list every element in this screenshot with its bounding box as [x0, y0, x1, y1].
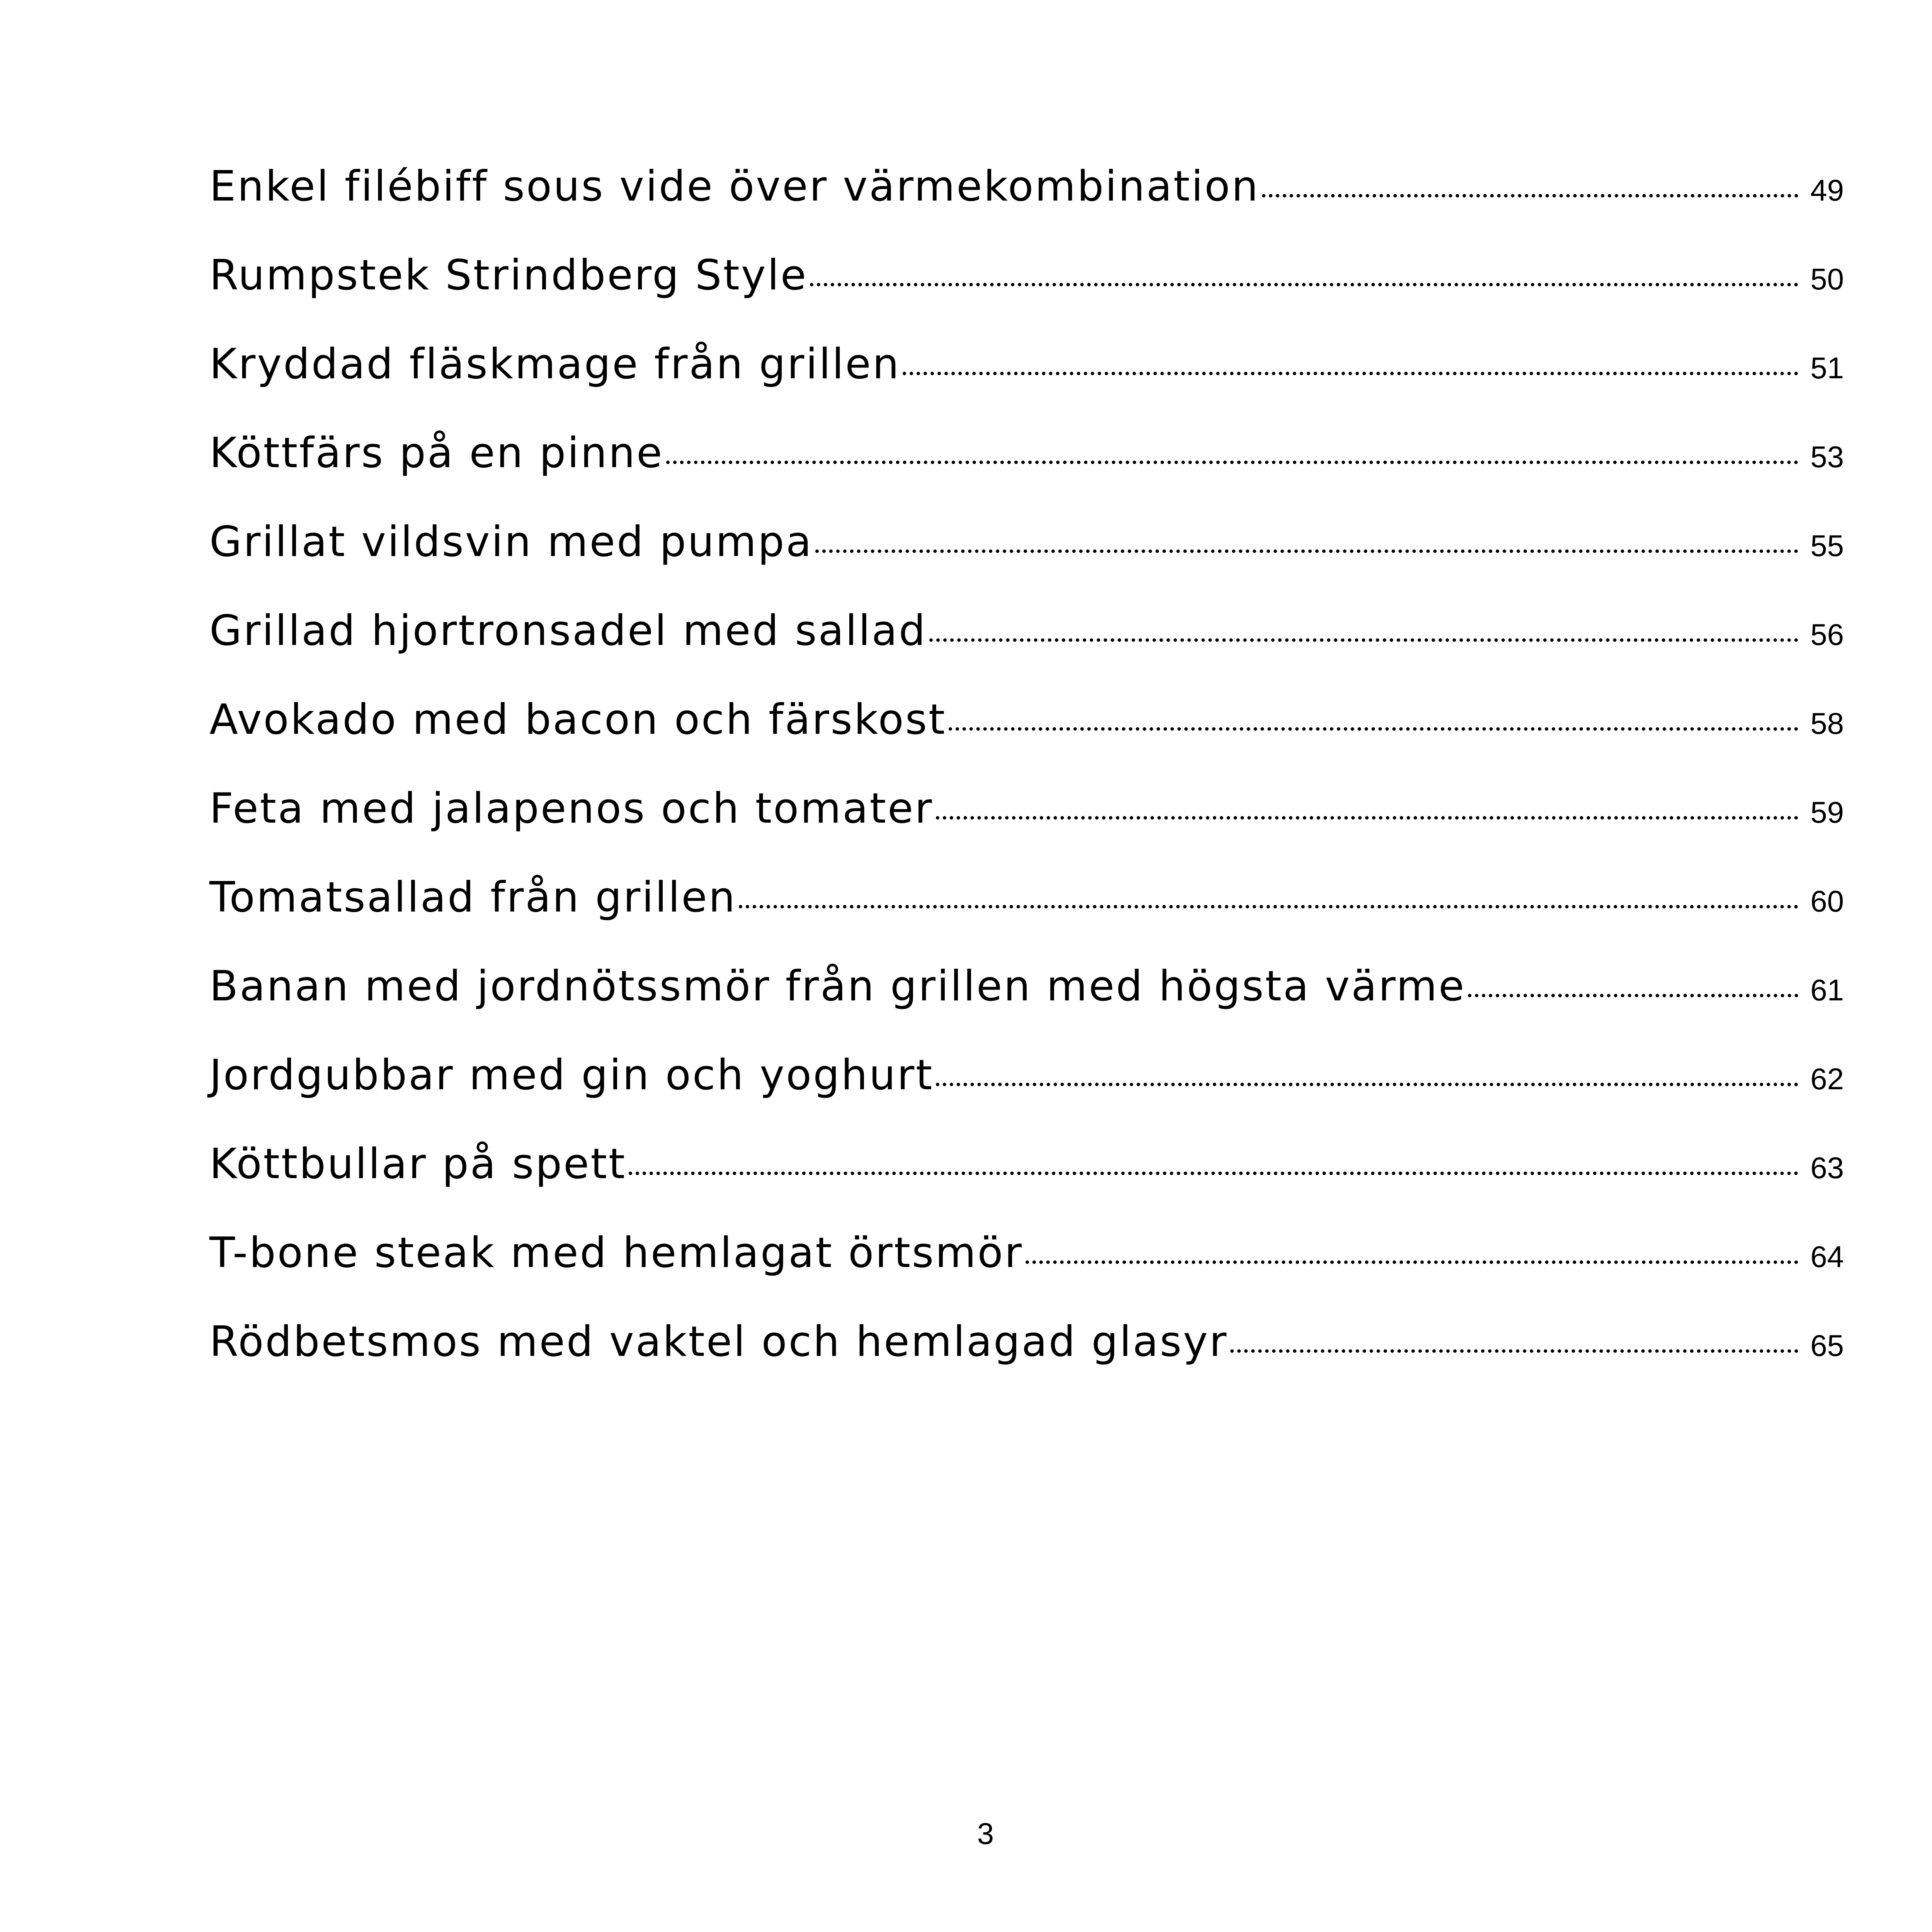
toc-entry-title: Jordgubbar med gin och yoghurt — [209, 1051, 934, 1099]
toc-entry-title: Avokado med bacon och färskost — [209, 696, 947, 744]
toc-entry-page: 49 — [1810, 173, 1844, 207]
page-number: 3 — [977, 1816, 994, 1850]
toc-entry[interactable] — [209, 696, 1844, 784]
toc-entry-page: 51 — [1810, 351, 1844, 385]
toc-entry[interactable] — [209, 607, 1844, 696]
toc-entry-title: Feta med jalapenos och tomater — [209, 784, 934, 833]
dot-leader — [629, 1172, 1798, 1175]
toc-entry-title: T-bone steak med hemlagat örtsmör — [209, 1229, 1024, 1277]
toc-entry[interactable] — [209, 1318, 1844, 1406]
toc-entry[interactable] — [209, 429, 1844, 518]
toc-entry-page: 59 — [1810, 795, 1844, 829]
toc-entry-page: 50 — [1810, 262, 1844, 296]
toc-entry-page: 58 — [1810, 706, 1844, 740]
toc-entry[interactable] — [209, 518, 1844, 607]
toc-entry[interactable] — [209, 251, 1844, 340]
toc-entry-title: Enkel filébiff sous vide över värmekombination — [209, 162, 1260, 211]
dot-leader — [815, 549, 1798, 553]
toc-entry-page: 62 — [1810, 1062, 1844, 1096]
toc-entry-page: 60 — [1810, 884, 1844, 918]
toc-entry-title: Banan med jordnötssmör från grillen med högsta värme — [209, 962, 1466, 1010]
toc-entry-title: Köttbullar på spett — [209, 1140, 627, 1188]
toc-entry-title: Grillad hjortronsadel med sallad — [209, 607, 927, 655]
toc-entry[interactable] — [209, 162, 1844, 251]
table-of-contents — [209, 162, 1844, 1406]
dot-leader — [1026, 1260, 1798, 1264]
dot-leader — [739, 905, 1798, 908]
dot-leader — [949, 727, 1798, 731]
dot-leader — [810, 283, 1798, 286]
dot-leader — [936, 1083, 1798, 1086]
toc-entry-title: Rumpstek Strindberg Style — [209, 251, 808, 299]
dot-leader — [666, 461, 1798, 464]
toc-entry-page: 65 — [1810, 1328, 1844, 1362]
toc-entry-title: Tomatsallad från grillen — [209, 873, 737, 922]
toc-entry[interactable] — [209, 1229, 1844, 1318]
toc-entry-title: Rödbetsmos med vaktel och hemlagad glasyr — [209, 1318, 1228, 1366]
dot-leader — [1262, 194, 1798, 197]
toc-entry[interactable] — [209, 962, 1844, 1051]
dot-leader — [1468, 994, 1798, 997]
dot-leader — [1230, 1349, 1798, 1353]
toc-entry[interactable] — [209, 784, 1844, 873]
toc-entry-page: 64 — [1810, 1240, 1844, 1274]
toc-entry-page: 53 — [1810, 440, 1844, 474]
toc-entry-title: Grillat vildsvin med pumpa — [209, 518, 813, 566]
toc-entry-page: 55 — [1810, 529, 1844, 563]
toc-entry[interactable] — [209, 1051, 1844, 1140]
toc-entry-page: 61 — [1810, 973, 1844, 1007]
toc-entry-title: Kryddad fläskmage från grillen — [209, 340, 901, 388]
dot-leader — [903, 372, 1798, 375]
toc-entry[interactable] — [209, 873, 1844, 962]
toc-entry-page: 63 — [1810, 1151, 1844, 1185]
toc-entry-page: 56 — [1810, 617, 1844, 651]
toc-entry[interactable] — [209, 340, 1844, 429]
toc-entry-title: Köttfärs på en pinne — [209, 429, 664, 477]
dot-leader — [936, 816, 1798, 820]
toc-entry[interactable] — [209, 1140, 1844, 1229]
dot-leader — [929, 638, 1798, 642]
